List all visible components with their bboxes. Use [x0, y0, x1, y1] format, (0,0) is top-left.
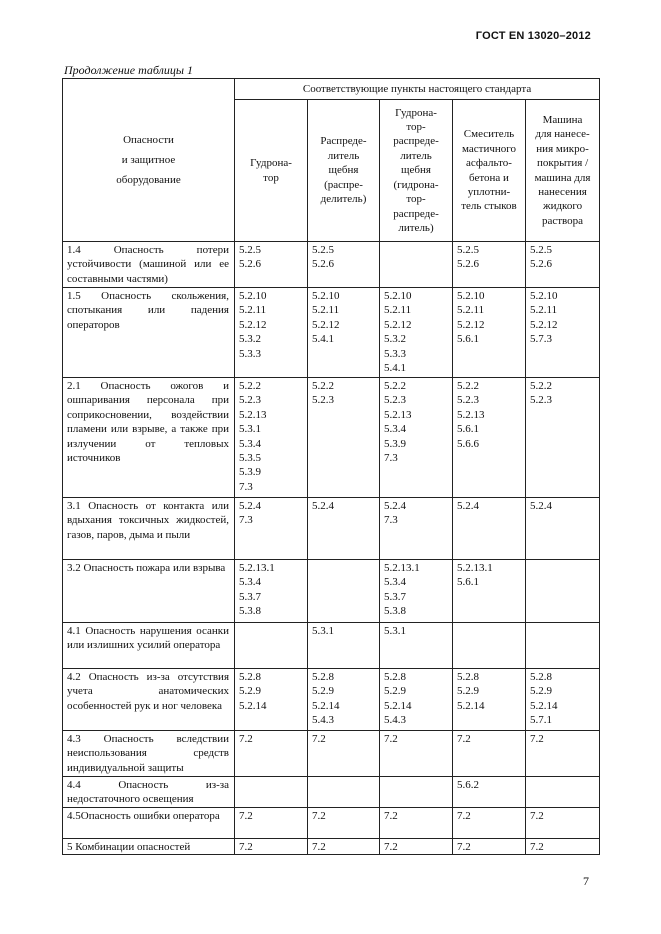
hazard-cell: 3.2 Опасность пожара или взрыва	[63, 560, 235, 623]
clause-cell	[526, 623, 600, 669]
sub-header-line: щебня	[328, 164, 359, 177]
hazard-cell: 4.4 Опасность из-за недостаточного освещения	[63, 777, 235, 808]
clause-ref: 7.2	[312, 733, 326, 745]
clause-ref: 5.2.6	[312, 258, 334, 271]
clause-ref: 5.2.13.1	[239, 562, 275, 574]
clause-cell	[526, 669, 600, 731]
table-row	[63, 560, 600, 623]
hazard-cell: 4.3 Опасность вследствии неиспользования средств индивидуальной защиты	[63, 731, 235, 777]
clause-cell	[308, 731, 380, 777]
clause-ref: 5.2.6	[239, 258, 261, 271]
clause-cell	[308, 378, 380, 498]
clause-ref: 5.2.12	[384, 318, 412, 331]
clause-ref: 7.2	[384, 733, 398, 745]
sub-header-line: жидкого	[542, 200, 583, 213]
clause-cell	[380, 807, 453, 838]
clause-ref: 5.3.1	[239, 423, 261, 436]
clause-ref: 5.3.1	[312, 625, 334, 637]
clause-ref: 5.2.10	[384, 290, 412, 302]
table-row	[63, 731, 600, 777]
clause-ref: 5.2.14	[384, 699, 412, 712]
clause-cell	[453, 560, 526, 623]
hazard-cell: 1.4 Опасность потери устойчивости (машиной или ее составными частями)	[63, 242, 235, 288]
clause-ref: 5.2.14	[312, 699, 340, 712]
sub-header-col-5	[526, 100, 600, 242]
sub-header-line: (гидрона-	[393, 178, 439, 191]
clause-ref: 5.2.4	[530, 500, 552, 512]
clause-cell	[526, 560, 600, 623]
clause-cell	[526, 777, 600, 808]
clause-ref: 5.2.3	[239, 394, 261, 407]
clause-ref: 5.2.9	[457, 685, 479, 698]
clause-ref: 5.2.11	[457, 304, 485, 317]
clause-cell	[453, 498, 526, 560]
hazard-cell: 2.1 Опасность ожогов и ошпаривания персонала при соприкосновении, воздействии пламени или взрыве, а также при излучении от тепловых источников	[63, 378, 235, 498]
clause-ref: 5.4.3	[312, 714, 334, 727]
sub-header-col-4	[453, 100, 526, 242]
clause-cell	[453, 777, 526, 808]
sub-header-line: тор-	[406, 193, 426, 206]
clause-ref: 5.2.13	[384, 408, 412, 421]
hazards-table	[62, 78, 600, 855]
table-row	[63, 777, 600, 808]
clause-ref: 5.6.2	[457, 779, 479, 791]
clause-ref: 5.6.1	[457, 576, 479, 589]
sub-header-col-1	[235, 100, 308, 242]
clause-ref: 7.3	[384, 452, 398, 465]
sub-header-line: нанесения	[538, 185, 587, 198]
sub-header-line: бетона и	[469, 171, 509, 184]
clause-ref: 5.2.10	[239, 290, 267, 302]
sub-header-line: распреде-	[393, 135, 439, 148]
sub-header-line: литель	[327, 149, 360, 162]
table-row	[63, 623, 600, 669]
clause-ref: 7.2	[239, 840, 253, 853]
hazard-cell: 1.5 Опасность скольжения, спотыкания или падения операторов	[63, 288, 235, 378]
clause-ref: 5.3.3	[239, 347, 261, 360]
clause-cell	[380, 498, 453, 560]
clause-ref: 5.2.12	[312, 318, 340, 331]
clause-ref: 5.7.3	[530, 333, 552, 346]
sub-header-line: Распреде-	[320, 135, 367, 148]
clause-ref: 5.2.5	[312, 244, 334, 256]
clause-ref: 5.3.3	[384, 347, 406, 360]
sub-header-line: Гудрона-	[395, 106, 437, 119]
clause-ref: 5.2.3	[384, 394, 406, 407]
clause-cell	[308, 498, 380, 560]
clause-cell	[380, 669, 453, 731]
clause-ref: 5.2.9	[312, 685, 334, 698]
clause-ref: 7.2	[312, 809, 326, 822]
clause-ref: 5.7.1	[530, 714, 552, 727]
clause-ref: 5.2.10	[530, 290, 558, 302]
clause-cell	[526, 498, 600, 560]
clause-ref: 5.2.13.1	[457, 562, 493, 574]
clause-cell	[453, 669, 526, 731]
clause-cell	[235, 623, 308, 669]
clause-cell	[308, 777, 380, 808]
sub-header-line: щебня	[401, 164, 431, 177]
clause-cell	[235, 669, 308, 731]
clause-ref: 5.3.2	[384, 333, 406, 346]
hazard-cell: 4.1 Опасность нарушения осанки или излишних усилий оператора	[63, 623, 235, 669]
clause-ref: 5.2.12	[239, 318, 267, 331]
clause-cell	[453, 623, 526, 669]
sub-header-line: ния микро-	[536, 142, 589, 155]
hazard-column-header	[63, 79, 235, 242]
clause-ref: 5.2.6	[530, 258, 552, 271]
clause-ref: 5.2.2	[457, 380, 479, 392]
sub-header-line: литель	[400, 149, 432, 162]
sub-header-line: делитель)	[320, 193, 367, 206]
table-row	[63, 498, 600, 560]
clause-cell	[526, 242, 600, 288]
clause-ref: 5.3.4	[239, 437, 261, 450]
clause-ref: 5.2.8	[239, 671, 261, 683]
table-body	[63, 242, 600, 855]
clause-cell	[235, 560, 308, 623]
clause-cell	[453, 288, 526, 378]
clause-ref: 7.2	[239, 809, 253, 822]
clause-ref: 7.2	[530, 733, 544, 745]
clause-ref: 5.2.13.1	[384, 562, 420, 574]
clause-cell	[308, 288, 380, 378]
sub-header-line: распреде-	[393, 207, 439, 220]
clause-ref: 5.2.4	[457, 500, 479, 512]
clause-ref: 5.2.14	[530, 699, 558, 712]
table-row	[63, 807, 600, 838]
clause-ref: 5.2.8	[384, 671, 406, 683]
clause-ref: 5.2.10	[457, 290, 485, 302]
sub-header-line: Машина	[542, 113, 583, 126]
clause-ref: 5.2.12	[457, 318, 485, 331]
clause-cell	[380, 378, 453, 498]
hazard-header-line: Опасности	[123, 134, 174, 146]
clause-cell	[380, 731, 453, 777]
hazard-cell: 3.1 Опасность от контакта или вдыхания токсичных жидкостей, газов, паров, дыма и пыли	[63, 498, 235, 560]
clause-ref: 5.6.6	[457, 437, 479, 450]
clause-ref: 7.2	[384, 809, 398, 822]
clause-ref: 5.3.5	[239, 452, 261, 465]
clause-ref: 7.2	[530, 809, 544, 822]
clause-cell	[380, 838, 453, 854]
sub-header-line: тель стыков	[461, 200, 517, 213]
clause-ref: 5.3.4	[384, 576, 406, 589]
clause-cell	[235, 731, 308, 777]
clause-ref: 5.3.9	[384, 437, 406, 450]
clause-ref: 5.2.11	[530, 304, 558, 317]
clause-ref: 5.2.6	[457, 258, 479, 271]
clause-cell	[453, 242, 526, 288]
sub-header-line: тор-	[406, 121, 426, 134]
clause-cell	[308, 560, 380, 623]
clause-ref: 5.2.8	[457, 671, 479, 683]
clause-cell	[308, 242, 380, 288]
sub-header-line: тор	[263, 171, 279, 184]
sub-header-line: для нанесе-	[535, 128, 590, 141]
clause-ref: 5.3.8	[239, 605, 261, 618]
clause-ref: 5.3.9	[239, 466, 261, 479]
clause-ref: 5.2.11	[312, 304, 340, 317]
clause-ref: 7.3	[239, 480, 253, 493]
sub-header-line: раствора	[541, 214, 584, 227]
table-row	[63, 669, 600, 731]
clause-ref: 5.2.14	[239, 699, 267, 712]
table-row	[63, 838, 600, 854]
sub-header-line: мастичного	[461, 142, 516, 155]
clause-ref: 5.6.1	[457, 333, 479, 346]
clause-ref: 5.2.3	[312, 394, 334, 407]
clause-ref: 5.2.12	[530, 318, 558, 331]
clause-ref: 5.2.8	[312, 671, 334, 683]
clause-ref: 7.2	[457, 733, 471, 745]
clause-cell	[526, 731, 600, 777]
clause-ref: 5.2.9	[384, 685, 406, 698]
clause-ref: 5.3.8	[384, 605, 406, 618]
clause-cell	[235, 498, 308, 560]
sub-header-col-2	[308, 100, 380, 242]
clause-cell	[235, 288, 308, 378]
clause-ref: 5.3.7	[384, 590, 406, 603]
clause-ref: 5.2.5	[239, 244, 261, 256]
clause-cell	[453, 378, 526, 498]
hazard-cell: 4.5Опасность ошибки оператора	[63, 807, 235, 838]
clause-ref: 7.2	[457, 840, 471, 853]
group-header: Соответствующие пункты настоящего стандарта	[235, 79, 600, 100]
sub-header-line: литель)	[398, 221, 434, 234]
clause-cell	[453, 838, 526, 854]
clause-cell	[526, 288, 600, 378]
clause-cell	[235, 242, 308, 288]
clause-cell	[235, 378, 308, 498]
sub-header-col-3	[380, 100, 453, 242]
table-row	[63, 288, 600, 378]
clause-ref: 5.2.4	[384, 500, 406, 512]
clause-ref: 5.2.11	[384, 304, 412, 317]
clause-ref: 5.2.4	[312, 500, 334, 512]
page-number: 7	[583, 874, 589, 888]
clause-ref: 5.2.2	[312, 380, 334, 392]
sub-header-line: (распре-	[324, 178, 363, 191]
hazard-cell: 4.2 Опасность из-за отсутствия учета анатомических особенностей рук и ног человека	[63, 669, 235, 731]
clause-ref: 5.2.2	[384, 380, 406, 392]
clause-ref: 5.2.13	[457, 408, 485, 421]
clause-ref: 5.2.2	[239, 380, 261, 392]
clause-ref: 5.6.1	[457, 423, 479, 436]
clause-cell	[526, 378, 600, 498]
table-row	[63, 378, 600, 498]
clause-cell	[526, 838, 600, 854]
clause-cell	[380, 623, 453, 669]
clause-ref: 5.2.11	[239, 304, 267, 317]
clause-ref: 5.2.13	[239, 408, 267, 421]
standard-header: ГОСТ EN 13020–2012	[475, 30, 591, 42]
hazard-header-line: и защитное	[121, 154, 176, 166]
clause-ref: 5.4.3	[384, 714, 406, 727]
clause-ref: 7.2	[457, 809, 471, 822]
clause-cell	[308, 838, 380, 854]
clause-ref: 5.2.3	[457, 394, 479, 407]
clause-cell	[308, 623, 380, 669]
clause-cell	[526, 807, 600, 838]
clause-cell	[453, 731, 526, 777]
clause-ref: 7.2	[530, 840, 544, 853]
clause-ref: 5.2.14	[457, 699, 485, 712]
clause-ref: 5.2.5	[530, 244, 552, 256]
clause-ref: 5.3.1	[384, 625, 406, 637]
clause-cell	[380, 560, 453, 623]
clause-cell	[235, 777, 308, 808]
clause-ref: 5.2.9	[239, 685, 261, 698]
clause-ref: 5.3.4	[384, 423, 406, 436]
clause-cell	[235, 838, 308, 854]
clause-ref: 5.3.4	[239, 576, 261, 589]
sub-header-line: асфальто-	[466, 157, 512, 170]
clause-ref: 5.2.5	[457, 244, 479, 256]
sub-header-line: машина для	[534, 171, 591, 184]
clause-ref: 5.2.9	[530, 685, 552, 698]
clause-cell	[308, 669, 380, 731]
sub-header-line: Гудрона-	[250, 157, 292, 170]
clause-ref: 7.2	[239, 733, 253, 745]
clause-cell	[380, 777, 453, 808]
clause-ref: 7.3	[384, 514, 398, 527]
clause-cell	[380, 242, 453, 288]
hazard-cell: 5 Комбинации опасностей	[63, 838, 235, 854]
clause-cell	[308, 807, 380, 838]
clause-ref: 5.4.1	[384, 362, 406, 375]
clause-ref: 7.2	[312, 840, 326, 853]
sub-header-line: уплотни-	[467, 185, 511, 198]
clause-cell	[235, 807, 308, 838]
clause-ref: 7.2	[384, 840, 398, 853]
clause-ref: 5.2.2	[530, 380, 552, 392]
clause-ref: 5.2.10	[312, 290, 340, 302]
sub-header-line: Смеситель	[463, 128, 515, 141]
clause-cell	[380, 288, 453, 378]
hazard-header-line: оборудование	[116, 174, 181, 186]
clause-cell	[453, 807, 526, 838]
clause-ref: 7.3	[239, 514, 253, 527]
clause-ref: 5.2.3	[530, 394, 552, 407]
table-continuation-caption: Продолжение таблицы 1	[64, 63, 194, 77]
clause-ref: 5.2.4	[239, 500, 261, 512]
sub-header-line: покрытия /	[536, 157, 589, 170]
clause-ref: 5.4.1	[312, 333, 334, 346]
clause-ref: 5.2.8	[530, 671, 552, 683]
clause-ref: 5.3.2	[239, 333, 261, 346]
table-row	[63, 242, 600, 288]
clause-ref: 5.3.7	[239, 590, 261, 603]
